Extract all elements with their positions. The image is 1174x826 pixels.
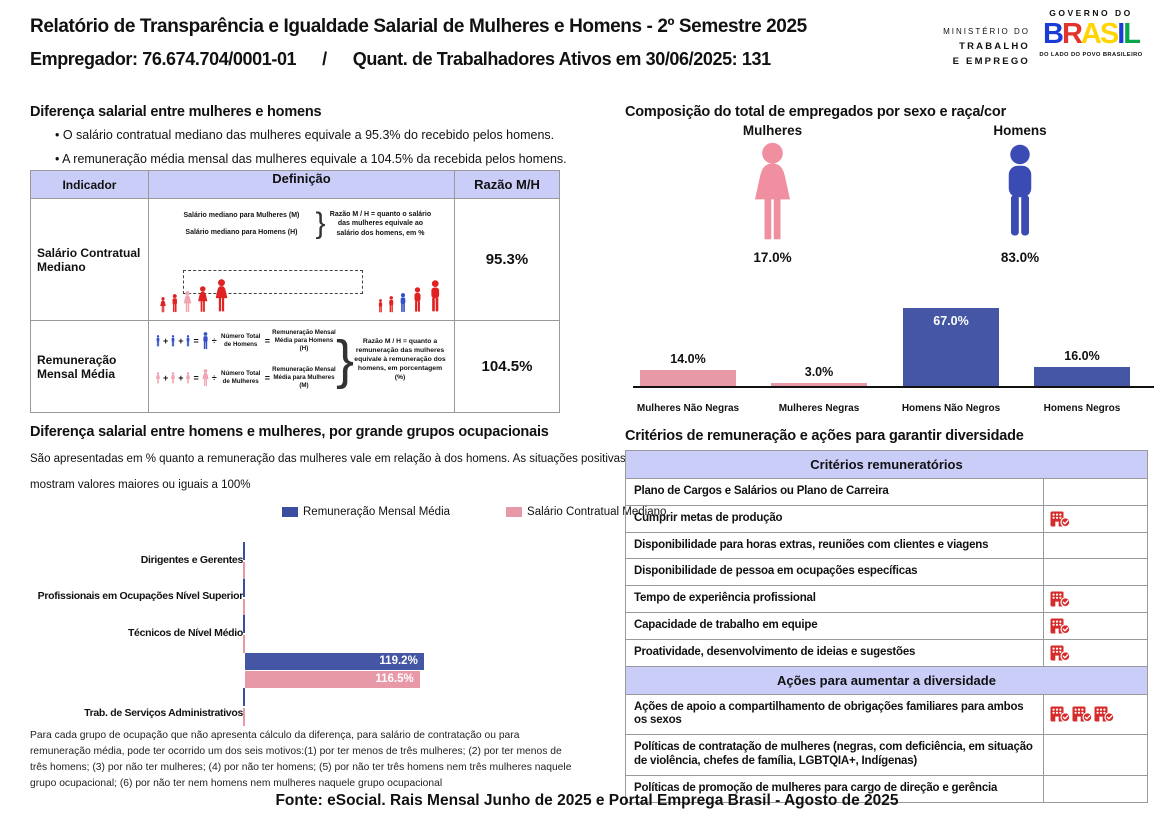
zero-tick bbox=[243, 615, 245, 633]
bar-value-label: 16.0% bbox=[1064, 349, 1100, 364]
criteria-checks bbox=[1043, 640, 1147, 666]
table-row: Cumprir metas de produção bbox=[626, 506, 1147, 533]
x-axis bbox=[633, 386, 1154, 388]
company-check-icon bbox=[1094, 706, 1115, 722]
median-diagram: Salário mediano para Mulheres (M) Salário mediano para Homens (H) } Razão M / H = quanto o salário das mulheres equivale ao salário dos homens, em % bbox=[148, 199, 454, 321]
male-person-icon bbox=[377, 299, 384, 313]
men-percent: 83.0% bbox=[1000, 250, 1040, 265]
brasil-wordmark: B R A S I L bbox=[1043, 18, 1139, 50]
occ-category-0: Dirigentes e Gerentes bbox=[140, 554, 243, 566]
zero-tick bbox=[243, 562, 245, 580]
male-person-icon bbox=[170, 294, 180, 313]
zero-tick bbox=[243, 599, 245, 617]
criteria-section-header: Critérios remuneratórios bbox=[626, 451, 1147, 479]
criteria-checks bbox=[1043, 479, 1147, 505]
ministry-logo: MINISTÉRIO DO TRABALHO E EMPREGO bbox=[943, 27, 1030, 67]
brace-icon: } bbox=[315, 207, 326, 240]
women-formula: + + = ÷ Número Total de Mulheres = Remuneração Mensal Média para Mulheres (M) bbox=[155, 366, 336, 390]
company-check-icon bbox=[1050, 618, 1071, 634]
company-check-icon bbox=[1050, 511, 1071, 527]
female-person-icon bbox=[196, 286, 210, 313]
company-check-icon bbox=[1050, 706, 1071, 722]
occ-category-1: Profissionais em Ocupações Nível Superior bbox=[37, 590, 243, 602]
occ-bar-1-3: 116.5% bbox=[245, 671, 420, 688]
employer-line bbox=[30, 49, 771, 70]
criteria-checks bbox=[1043, 613, 1147, 639]
table-row: Plano de Cargos e Salários ou Plano de Carreira bbox=[626, 479, 1147, 506]
indicator-label: Salário Contratual Mediano bbox=[31, 199, 149, 321]
table-row: Políticas de promoção de mulheres para cargo de direção e gerência bbox=[626, 776, 1147, 803]
composition-bar-0 bbox=[640, 370, 736, 386]
zero-tick bbox=[243, 579, 245, 597]
bullet-median: • O salário contratual mediano das mulheres equivale a 95.3% do recebido pelos homens. bbox=[55, 128, 555, 142]
bar-value-label: 14.0% bbox=[670, 351, 706, 366]
crowd-illustration bbox=[159, 279, 444, 313]
legend-swatch-blue bbox=[282, 507, 298, 517]
man-figure-icon bbox=[996, 142, 1044, 242]
male-person-icon bbox=[427, 280, 444, 313]
women-percent: 17.0% bbox=[753, 250, 792, 265]
table-row-mean bbox=[31, 321, 560, 413]
category-label: Mulheres Não Negras bbox=[636, 403, 740, 414]
criteria-table bbox=[625, 450, 1148, 803]
indicator-table bbox=[30, 170, 560, 413]
brace-icon: } bbox=[335, 329, 355, 390]
table-row: Capacidade de trabalho em equipe bbox=[626, 613, 1147, 640]
criteria-checks bbox=[1043, 559, 1147, 585]
criteria-checks bbox=[1043, 533, 1147, 559]
occupation-subtitle-1: São apresentadas em % quanto a remuneração das mulheres vale em relação à dos homens. As situações positivas bbox=[30, 453, 626, 465]
zero-tick bbox=[243, 635, 245, 653]
legend-swatch-pink bbox=[506, 507, 522, 517]
women-crowd bbox=[159, 279, 230, 313]
table-row: Proatividade, desenvolvimento de ideias e sugestões bbox=[626, 640, 1147, 667]
occupation-title: Diferença salarial entre homens e mulheres, por grande grupos ocupacionais bbox=[30, 424, 549, 440]
criteria-checks bbox=[1043, 506, 1147, 532]
criteria-checks bbox=[1043, 695, 1147, 735]
criteria-checks bbox=[1043, 735, 1147, 775]
occupation-legend: Remuneração Mensal Média Salário Contratual Mediano bbox=[282, 506, 666, 518]
occ-bar-0-3: 119.2% bbox=[245, 653, 424, 670]
bar-value-label: 67.0% bbox=[933, 313, 969, 328]
occ-category-2: Técnicos de Nível Médio bbox=[127, 627, 243, 639]
separator: / bbox=[322, 49, 327, 69]
table-row: Disponibilidade para horas extras, reuniões com clientes e viagens bbox=[626, 533, 1147, 560]
men-formula: + + = ÷ Número Total de Homens = Remuneração Mensal Média para Homens (H) bbox=[155, 329, 336, 353]
female-person-icon bbox=[182, 291, 193, 313]
bullet-mean: • A remuneração média mensal das mulheres equivale a 104.5% da recebida pelos homens. bbox=[55, 152, 567, 166]
mean-ratio-value: 104.5% bbox=[454, 321, 559, 413]
table-row: Tempo de experiência profissional bbox=[626, 586, 1147, 613]
male-person-icon bbox=[387, 296, 396, 313]
male-person-icon bbox=[398, 293, 408, 313]
men-crowd bbox=[377, 280, 444, 313]
occupation-footnote: Para cada grupo de ocupação que não apresenta cálculo da diferença, para salário de contratação ou para remuneração média, pode ter ocorrido um dos seis motivos:(1) por ter menos de três mulheres; (2) por ter menos de três homens; (3) por não ter mulheres; (4) por não ter homens; (5) por não ter três homens nem três mulheres naquele grupo ocupacional; (6) por não ter nem homens nem mulheres naquele grupo ocupacional bbox=[30, 730, 572, 789]
table-row: Ações de apoio a compartilhamento de obrigações familiares para ambos os sexos bbox=[626, 695, 1147, 736]
female-person-icon bbox=[159, 297, 167, 313]
criteria-section-header: Ações para aumentar a diversidade bbox=[626, 667, 1147, 695]
occ-category-3: Trab. de Serviços Administrativos bbox=[84, 707, 243, 719]
company-check-icon bbox=[1050, 645, 1071, 661]
company-check-icon bbox=[1072, 706, 1093, 722]
composition-title: Composição do total de empregados por sexo e raça/cor bbox=[625, 104, 1007, 120]
gov-brasil-logo: GOVERNO DO B R A S I L DO LADO DO POVO BRASILEIRO bbox=[1032, 8, 1150, 58]
occupation-bar-chart bbox=[30, 543, 610, 726]
table-row: Políticas de contratação de mulheres (negras, com deficiência, em situação de violência, chefes de família, LGBTQIA+, Indígenas) bbox=[626, 735, 1147, 776]
mean-diagram: + + = ÷ Número Total de Homens = Remuneração Mensal Média para Homens (H) + + = ÷ Número Total de Mulheres = Remuneração Mensal Média para Mulheres (M) } Razão M / H = quanto a remuneração das mulheres equivale à remuneração dos homens, em porcentagem (%) bbox=[148, 321, 454, 413]
median-ratio-value: 95.3% bbox=[454, 199, 559, 321]
woman-figure-icon bbox=[747, 142, 798, 244]
women-label: Mulheres bbox=[742, 123, 803, 138]
bar-value-label: 3.0% bbox=[804, 364, 834, 379]
male-person-icon bbox=[411, 287, 424, 313]
zero-tick bbox=[243, 708, 245, 726]
salary-gap-title: Diferença salarial entre mulheres e homens bbox=[30, 104, 322, 120]
company-check-icon bbox=[1050, 591, 1071, 607]
composition-bar-3 bbox=[1034, 367, 1130, 386]
category-label: Homens Não Negros bbox=[901, 403, 1001, 414]
category-label: Homens Negros bbox=[1043, 403, 1121, 414]
composition-bar-chart bbox=[627, 268, 1160, 420]
active-workers: Quant. de Trabalhadores Ativos em 30/06/2025: 131 bbox=[352, 49, 771, 69]
source-footer: Fonte: eSocial. Rais Mensal Junho de 2025 e Portal Emprega Brasil - Agosto de 2025 bbox=[275, 792, 899, 809]
table-row-median bbox=[31, 199, 560, 321]
category-label: Mulheres Negras bbox=[778, 403, 860, 414]
criteria-checks bbox=[1043, 586, 1147, 612]
female-person-icon bbox=[213, 279, 230, 313]
page-title: Relatório de Transparência e Igualdade Salarial de Mulheres e Homens - 2º Semestre 2025 bbox=[30, 16, 807, 37]
zero-tick bbox=[243, 688, 245, 706]
men-label: Homens bbox=[993, 123, 1047, 138]
indicator-table-header: Indicador Definição Razão M/H bbox=[31, 171, 560, 199]
employer-id: Empregador: 76.674.704/0001-01 bbox=[30, 49, 297, 69]
indicator-label: Remuneração Mensal Média bbox=[31, 321, 149, 413]
occupation-subtitle-2: mostram valores maiores ou iguais a 100% bbox=[30, 479, 251, 491]
criteria-title: Critérios de remuneração e ações para garantir diversidade bbox=[625, 428, 1024, 444]
zero-tick bbox=[243, 542, 245, 560]
table-row: Disponibilidade de pessoa em ocupações específicas bbox=[626, 559, 1147, 586]
